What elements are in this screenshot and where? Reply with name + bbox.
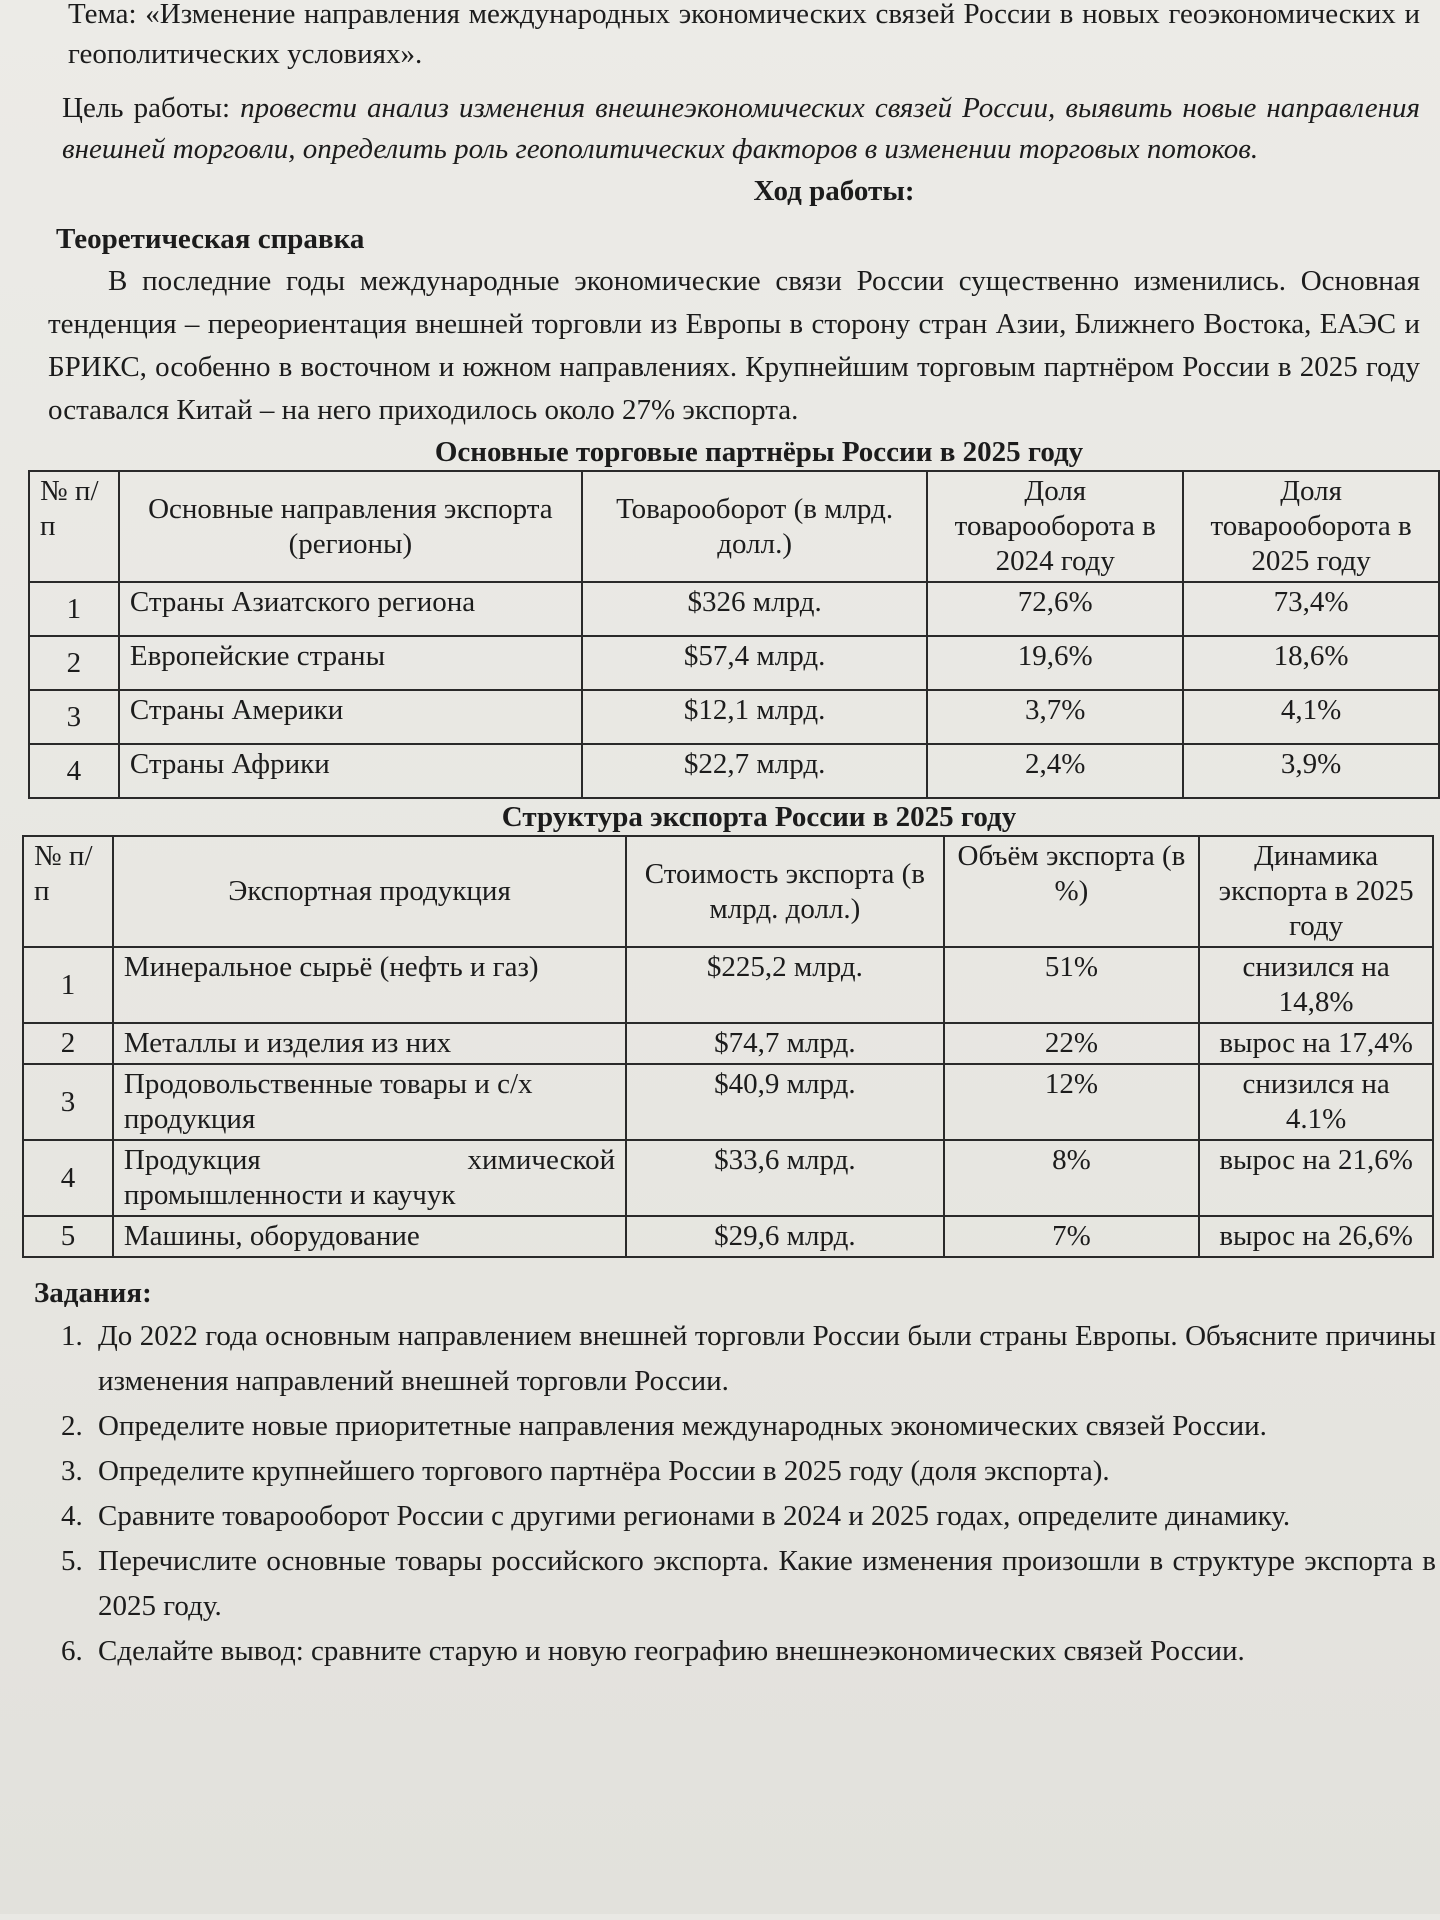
table-cell: 73,4%: [1183, 582, 1439, 636]
header-cell: Основные направления экспорта (регионы): [119, 471, 582, 582]
table-cell: 3: [29, 690, 119, 744]
list-item: 2. Определите новые приоритетные направления международных экономических связей России.: [90, 1404, 1440, 1449]
table-cell: 5: [23, 1216, 113, 1257]
theory-paragraph: В последние годы международные экономические связи России существенно изменились. Основная тенденция – переориентация внешней торговли из Европы в сторону стран Азии, Ближнего Востока, ЕАЭС и БРИКС, особенно в восточном и южном направлениях. Крупнейшим торговым партнёром России в 2025 году оставался Китай – на него приходилось около 27% экспорта.: [48, 265, 1420, 426]
table-row: [23, 1216, 1433, 1257]
table-cell: Минеральное сырьё (нефть и газ): [113, 947, 626, 1023]
theory-title: Теоретическая справка: [56, 223, 365, 255]
table-cell: $33,6 млрд.: [626, 1140, 944, 1216]
table-cell: $29,6 млрд.: [626, 1216, 944, 1257]
table-cell: Металлы и изделия из них: [113, 1023, 626, 1064]
header-cell: Доля товарооборота в 2025 году: [1183, 471, 1439, 582]
table-cell: снизился на 14,8%: [1199, 947, 1433, 1023]
table-cell: 4,1%: [1183, 690, 1439, 744]
table-cell: 1: [29, 582, 119, 636]
table-cell: вырос на 26,6%: [1199, 1216, 1433, 1257]
table-cell: 51%: [944, 947, 1200, 1023]
table-cell: $40,9 млрд.: [626, 1064, 944, 1140]
header-cell: № п/п: [23, 836, 113, 947]
table-cell: 3: [23, 1064, 113, 1140]
table-cell: 72,6%: [927, 582, 1183, 636]
header-cell: Динамика экспорта в 2025 году: [1199, 836, 1433, 947]
table-cell: 18,6%: [1183, 636, 1439, 690]
table-cell: 1: [23, 947, 113, 1023]
table-row: [23, 1140, 1433, 1216]
header-cell: Стоимость экспорта (в млрд. долл.): [626, 836, 944, 947]
header-cell: Объём экспорта (в %): [944, 836, 1200, 947]
goal-paragraph: [48, 88, 1440, 170]
table-row: [29, 582, 1439, 636]
header-cell: Товарооборот (в млрд. долл.): [582, 471, 927, 582]
table-row: [29, 636, 1439, 690]
table-cell: 12%: [944, 1064, 1200, 1140]
table-row: [23, 947, 1433, 1023]
table-cell: 3,7%: [927, 690, 1183, 744]
export-structure-table: [22, 835, 1434, 1258]
table-cell: 2: [23, 1023, 113, 1064]
table-row: [29, 690, 1439, 744]
tasks-title: Задания:: [34, 1277, 152, 1309]
table-cell: 2: [29, 636, 119, 690]
list-item: 1. До 2022 года основным направлением внешней торговли России были страны Европы. Объясните причины изменения направлений внешней торговли России.: [90, 1314, 1440, 1404]
table-cell: Машины, оборудование: [113, 1216, 626, 1257]
partners-table: [28, 470, 1440, 799]
table-cell: 8%: [944, 1140, 1200, 1216]
table-header-row: [23, 836, 1433, 947]
table-cell: Страны Африки: [119, 744, 582, 798]
table-cell: $12,1 млрд.: [582, 690, 927, 744]
table-cell: $326 млрд.: [582, 582, 927, 636]
header-cell: Экспортная продукция: [113, 836, 626, 947]
table-cell: $225,2 млрд.: [626, 947, 944, 1023]
table1-caption: Основные торговые партнёры России в 2025 году: [434, 436, 1084, 468]
table-header-row: [29, 471, 1439, 582]
list-item: 6. Сделайте вывод: сравните старую и новую географию внешнеэкономических связей России.: [90, 1629, 1440, 1674]
header-cell: № п/п: [29, 471, 119, 582]
table-cell: снизился на 4.1%: [1199, 1064, 1433, 1140]
table2-caption: Структура экспорта России в 2025 году: [501, 801, 1017, 833]
table-row: [29, 744, 1439, 798]
table-cell: 19,6%: [927, 636, 1183, 690]
table-cell: 7%: [944, 1216, 1200, 1257]
header-cell: Доля товарооборота в 2024 году: [927, 471, 1183, 582]
list-item: 3. Определите крупнейшего торгового партнёра России в 2025 году (доля экспорта).: [90, 1449, 1440, 1494]
table-cell: 4: [23, 1140, 113, 1216]
tasks-list: [42, 1314, 1440, 1674]
table-cell: вырос на 21,6%: [1199, 1140, 1433, 1216]
table-cell: 3,9%: [1183, 744, 1439, 798]
theme-text: «Изменение направления международных экономических связей России в новых геоэкономических и геополитических условиях».: [68, 0, 1421, 70]
table-row: [23, 1064, 1433, 1140]
theme-line: [48, 0, 1440, 74]
table-cell: $74,7 млрд.: [626, 1023, 944, 1064]
list-item: 5. Перечислите основные товары российского экспорта. Какие изменения произошли в структуре экспорта в 2025 году.: [90, 1539, 1440, 1629]
theme-label: Тема:: [68, 0, 137, 30]
table-cell: $22,7 млрд.: [582, 744, 927, 798]
list-item: 4. Сравните товарооборот России с другими регионами в 2024 и 2025 годах, определите динамику.: [90, 1494, 1440, 1539]
table-cell: Страны Азиатского региона: [119, 582, 582, 636]
table-cell: Продовольственные товары и с/х продукция: [113, 1064, 626, 1140]
table-cell: 4: [29, 744, 119, 798]
table-cell: Страны Америки: [119, 690, 582, 744]
table-cell: 22%: [944, 1023, 1200, 1064]
table-cell: 2,4%: [927, 744, 1183, 798]
goal-text: провести анализ изменения внешнеэкономических связей России, выявить новые направления внешней торговли, определить роль геополитических факторов в изменении торговых потоков.: [62, 92, 1420, 165]
table-cell: Продукция химической промышленности и каучук: [113, 1140, 626, 1216]
table-cell: вырос на 17,4%: [1199, 1023, 1433, 1064]
progress-title: Ход работы:: [753, 175, 915, 207]
table-cell: $57,4 млрд.: [582, 636, 927, 690]
goal-label: Цель работы:: [62, 92, 231, 124]
table-cell: Европейские страны: [119, 636, 582, 690]
table-row: [23, 1023, 1433, 1064]
